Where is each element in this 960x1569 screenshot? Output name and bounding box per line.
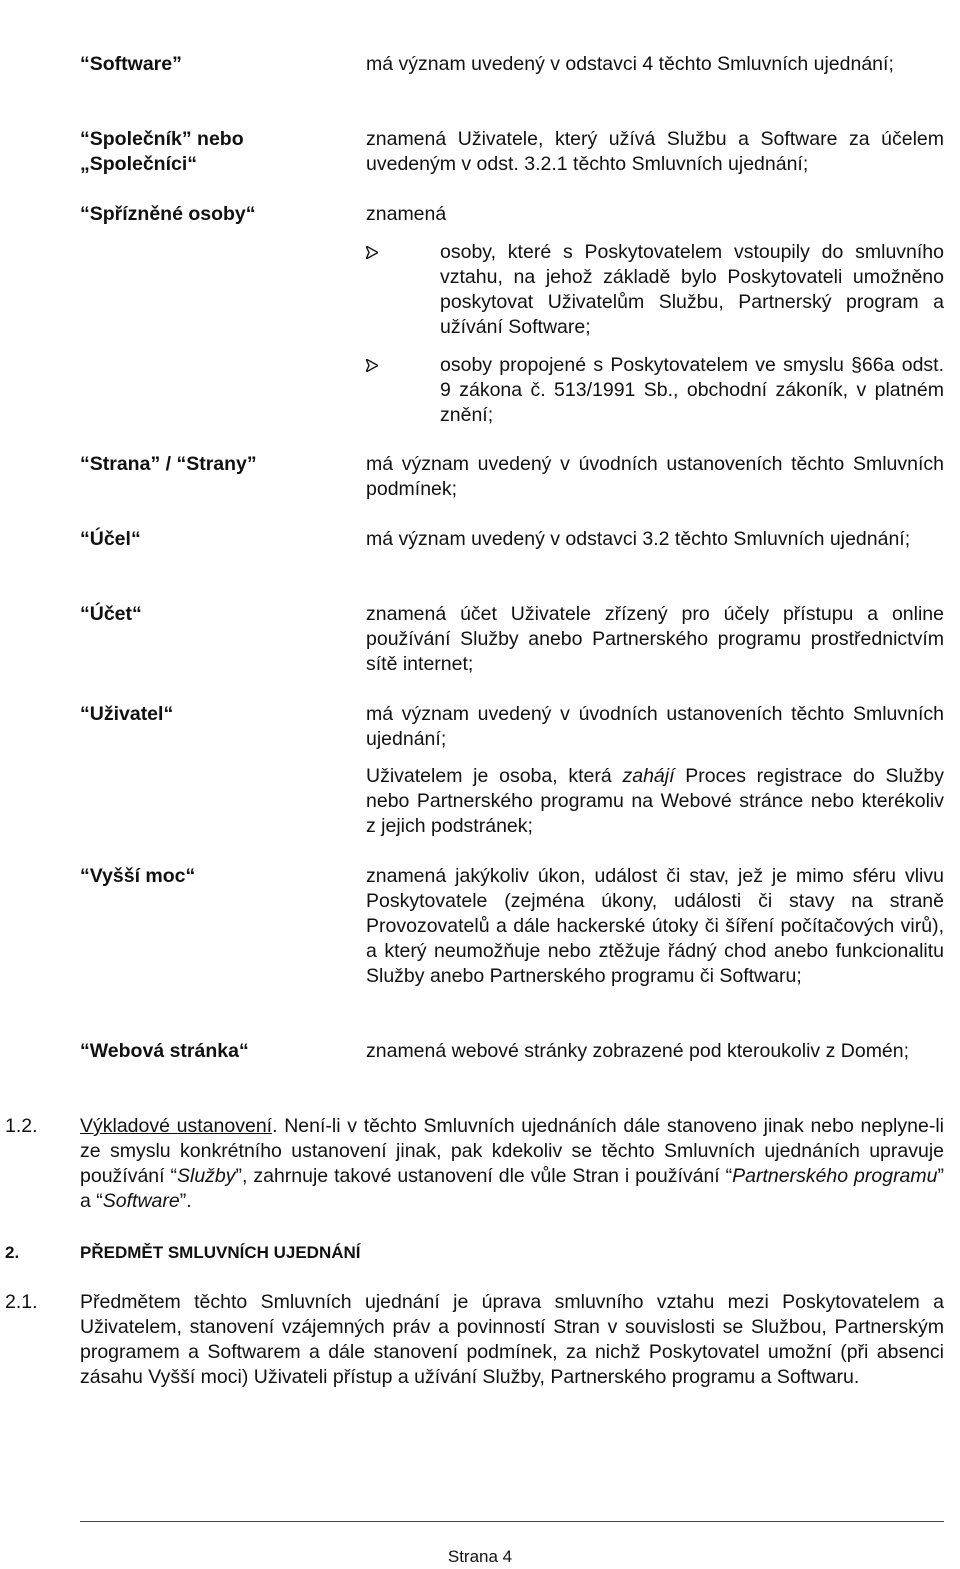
definition-desc: znamená xyxy=(366,203,447,225)
section-1-2-title: Výkladové ustanovení xyxy=(80,1115,273,1137)
section-number: 1.2. xyxy=(5,1115,38,1137)
list-item-text: osoby propojené s Poskytovatelem ve smyslu §66a odst. 9 zákona č. 513/1991 Sb., obchodní zákoník, v platném znění; xyxy=(440,354,944,426)
section-number: 2.1. xyxy=(5,1291,38,1313)
uzivatel-extra-post: Proces registrace do Služby nebo Partnerského programu na Webové stránce nebo kterékoliv z jejich podstránek; xyxy=(366,765,944,837)
definition-desc: znamená Uživatele, který užívá Službu a Software za účelem uvedeným v odst. 3.2.1 těchto Smluvních ujednání; xyxy=(366,128,944,175)
definition-term: “Společník” nebo „Společníci“ xyxy=(80,128,244,175)
uzivatel-extra-paragraph xyxy=(366,764,944,839)
definition-term: “Účel“ xyxy=(80,528,141,550)
section-1-2-body xyxy=(80,1114,944,1214)
page-number: Strana 4 xyxy=(447,1547,513,1566)
definition-term: “Účet“ xyxy=(80,603,142,625)
definition-desc: má význam uvedený v úvodních ustanoveních těchto Smluvních podmínek; xyxy=(366,453,944,500)
footer-divider xyxy=(80,1521,944,1522)
definition-desc: má význam uvedený v úvodních ustanoveních těchto Smluvních ujednání; xyxy=(366,703,944,750)
uzivatel-extra-pre: Uživatelem je osoba, která xyxy=(366,765,623,787)
arrowhead-bullet-icon xyxy=(366,246,378,259)
definition-desc: znamená webové stránky zobrazené pod kteroukoliv z Domén; xyxy=(366,1040,910,1062)
section-em: Služby xyxy=(176,1165,236,1187)
sprizene-osoby-list xyxy=(366,240,944,428)
uzivatel-extra-em: zahájí xyxy=(622,765,675,787)
definition-term: “Vyšší moc“ xyxy=(80,865,196,887)
arrowhead-bullet-icon xyxy=(366,359,378,372)
section-text: . Není-li v těchto Smluvních ujednáních dále stanoveno jinak nebo neplyne-li ze smyslu konkrétního ustanovení jinak, pak kdekoliv se těchto Smluvních ujednáních upravuje používání “ xyxy=(80,1115,944,1187)
section-em: Software xyxy=(102,1190,180,1212)
definition-desc: má význam uvedený v odstavci 4 těchto Smluvních ujednání; xyxy=(366,53,894,75)
section-text: ” a “ xyxy=(80,1165,944,1212)
definition-term: “Webová stránka“ xyxy=(80,1040,249,1062)
list-item xyxy=(366,353,944,428)
definition-term: “Software” xyxy=(80,53,182,75)
list-item xyxy=(366,240,944,340)
definition-desc: má význam uvedený v odstavci 3.2 těchto Smluvních ujednání; xyxy=(366,528,911,550)
section-em: Partnerského programu xyxy=(732,1165,938,1187)
definition-term: “Spřízněné osoby“ xyxy=(80,203,256,225)
section-heading: PŘEDMĚT SMLUVNÍCH UJEDNÁNÍ xyxy=(80,1243,361,1262)
section-2-1-body: Předmětem těchto Smluvních ujednání je úprava smluvního vztahu mezi Poskytovatelem a Uživatelem, stanovení vzájemných práv a povinností Stran v souvislosti se Službou, Partnerským programem a Softwarem a dále stanovení podmínek, za nichž Poskytovatel umožní (při absenci zásahu Vyšší moci) Uživateli přístup a užívání Služby, Partnerského programu a Softwaru. xyxy=(80,1291,944,1388)
definition-term: “Strana” / “Strany” xyxy=(80,453,257,475)
section-text: ”. xyxy=(179,1190,192,1212)
list-item-text: osoby, které s Poskytovatelem vstoupily do smluvního vztahu, na jehož základě bylo Poskytovateli umožněno poskytovat Uživatelům Službu, Partnerský program a užívání Software; xyxy=(440,241,944,338)
definition-desc: znamená jakýkoliv úkon, událost či stav, jež je mimo sféru vlivu Poskytovatele (zejména úkony, události či stavy na straně Provozovatelů a dále hackerské útoky či šíření počítačových virů), a který neumožňuje nebo ztěžuje řádný chod anebo funkcionalitu Služby anebo Partnerského programu či Softwaru; xyxy=(366,865,944,987)
section-text: ”, zahrnuje takové ustanovení dle vůle Stran i používání “ xyxy=(235,1165,733,1187)
definition-term: “Uživatel“ xyxy=(80,703,174,725)
section-number: 2. xyxy=(5,1243,20,1262)
definition-desc: znamená účet Uživatele zřízený pro účely přístupu a online používání Služby anebo Partnerského programu prostřednictvím sítě internet; xyxy=(366,603,944,675)
